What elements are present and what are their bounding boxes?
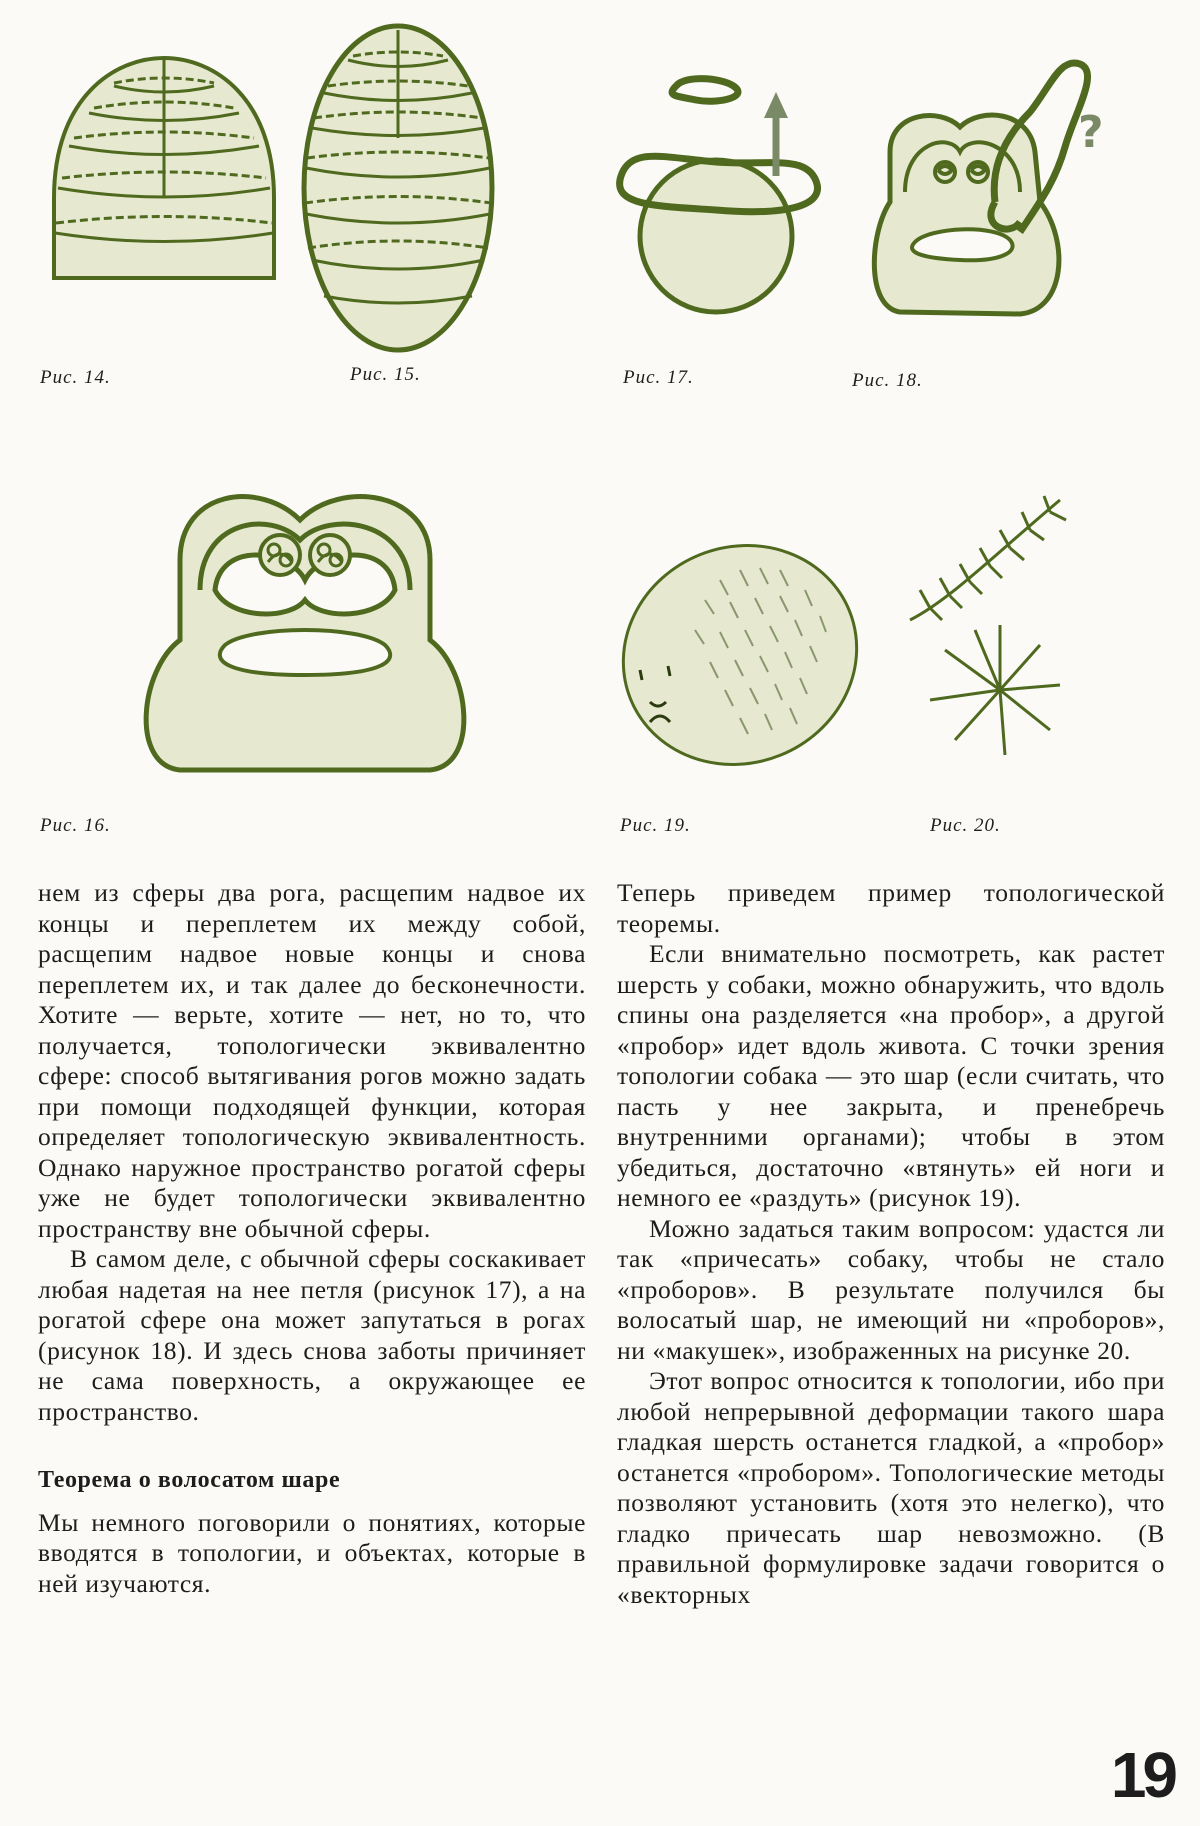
figure-17-caption: Рис. 17. <box>623 367 694 388</box>
figure-18 <box>860 52 1120 332</box>
figure-19-caption: Рис. 19. <box>620 815 691 836</box>
right-paragraph-3: Можно задаться таким вопросом: удастся ли так «причесать» собаку, чтобы не стало «проборов». В результате получился бы волосатый шар, не имеющий ни «проборов», ни «макушек», изображенных на рисунке 20. <box>617 1213 1165 1365</box>
figure-14 <box>44 38 284 288</box>
figure-18-caption: Рис. 18. <box>852 370 923 391</box>
section-heading: Теорема о волосатом шаре <box>38 1467 341 1493</box>
figure-17 <box>606 66 846 326</box>
figure-15-caption: Рис. 15. <box>350 364 421 385</box>
figure-15 <box>298 18 498 358</box>
left-column <box>38 878 586 1599</box>
figure-14-caption: Рис. 14. <box>40 367 111 388</box>
right-paragraph-1: Теперь приведем пример топологической теоремы. <box>617 878 1165 938</box>
question-mark: ? <box>1078 107 1104 158</box>
right-paragraph-4: Этот вопрос относится к топологии, ибо при любой непрерывной деформации такого шара гладкая шерсть останется гладкой, а «пробор» останется «пробором». Топологические методы позволяют установить (хотя это нелегко), что гладко причесать шар невозможно. (В правильной формулировке задачи говорится о «векторных <box>617 1366 1165 1609</box>
right-column <box>617 878 1165 1610</box>
left-paragraph-2: В самом деле, с обычной сферы соскакивает любая надетая на нее петля (рисунок 17), а на рогатой сфере она может запутаться в рогах (рисунок 18). И здесь снова заботы причиняет не сама поверхность, а окружающее ее пространство. <box>38 1244 586 1426</box>
figure-20 <box>890 490 1080 770</box>
figure-20-caption: Рис. 20. <box>930 815 1001 836</box>
page-number: 19 <box>1110 1739 1174 1811</box>
figure-16 <box>140 470 470 780</box>
left-paragraph-3: Мы немного поговорили о понятиях, которые вводятся в топологии, и объектах, которые в ней изучаются. <box>38 1507 586 1598</box>
right-paragraph-2: Если внимательно посмотреть, как растет шерсть у собаки, можно обнаружить, что вдоль спины она разделяется «на пробор», а другой «пробор» идет вдоль живота. С точки зрения топологии собака — это шар (если считать, что пасть у нее закрыта, и пренебречь внутренними органами); чтобы в этом убедиться, достаточно «втянуть» ей ноги и немного ее «раздуть» (рисунок 19). <box>617 939 1165 1212</box>
left-paragraph-1: нем из сферы два рога, расщепим надвое их концы и переплетем их между собой, расщепим надвое новые концы и снова переплетем их, и так далее до бесконечности. Хотите — верьте, хотите — нет, но то, что получается, топологически эквивалентно сфере: способ вытягивания рогов можно задать при помощи подходящей функции, которая определяет топологическую эквивалентность. Однако наружное пространство рогатой сферы уже не будет топологически эквивалентно пространству вне обычной сферы. <box>38 878 586 1243</box>
figure-16-caption: Рис. 16. <box>40 815 111 836</box>
figure-19 <box>610 540 870 780</box>
